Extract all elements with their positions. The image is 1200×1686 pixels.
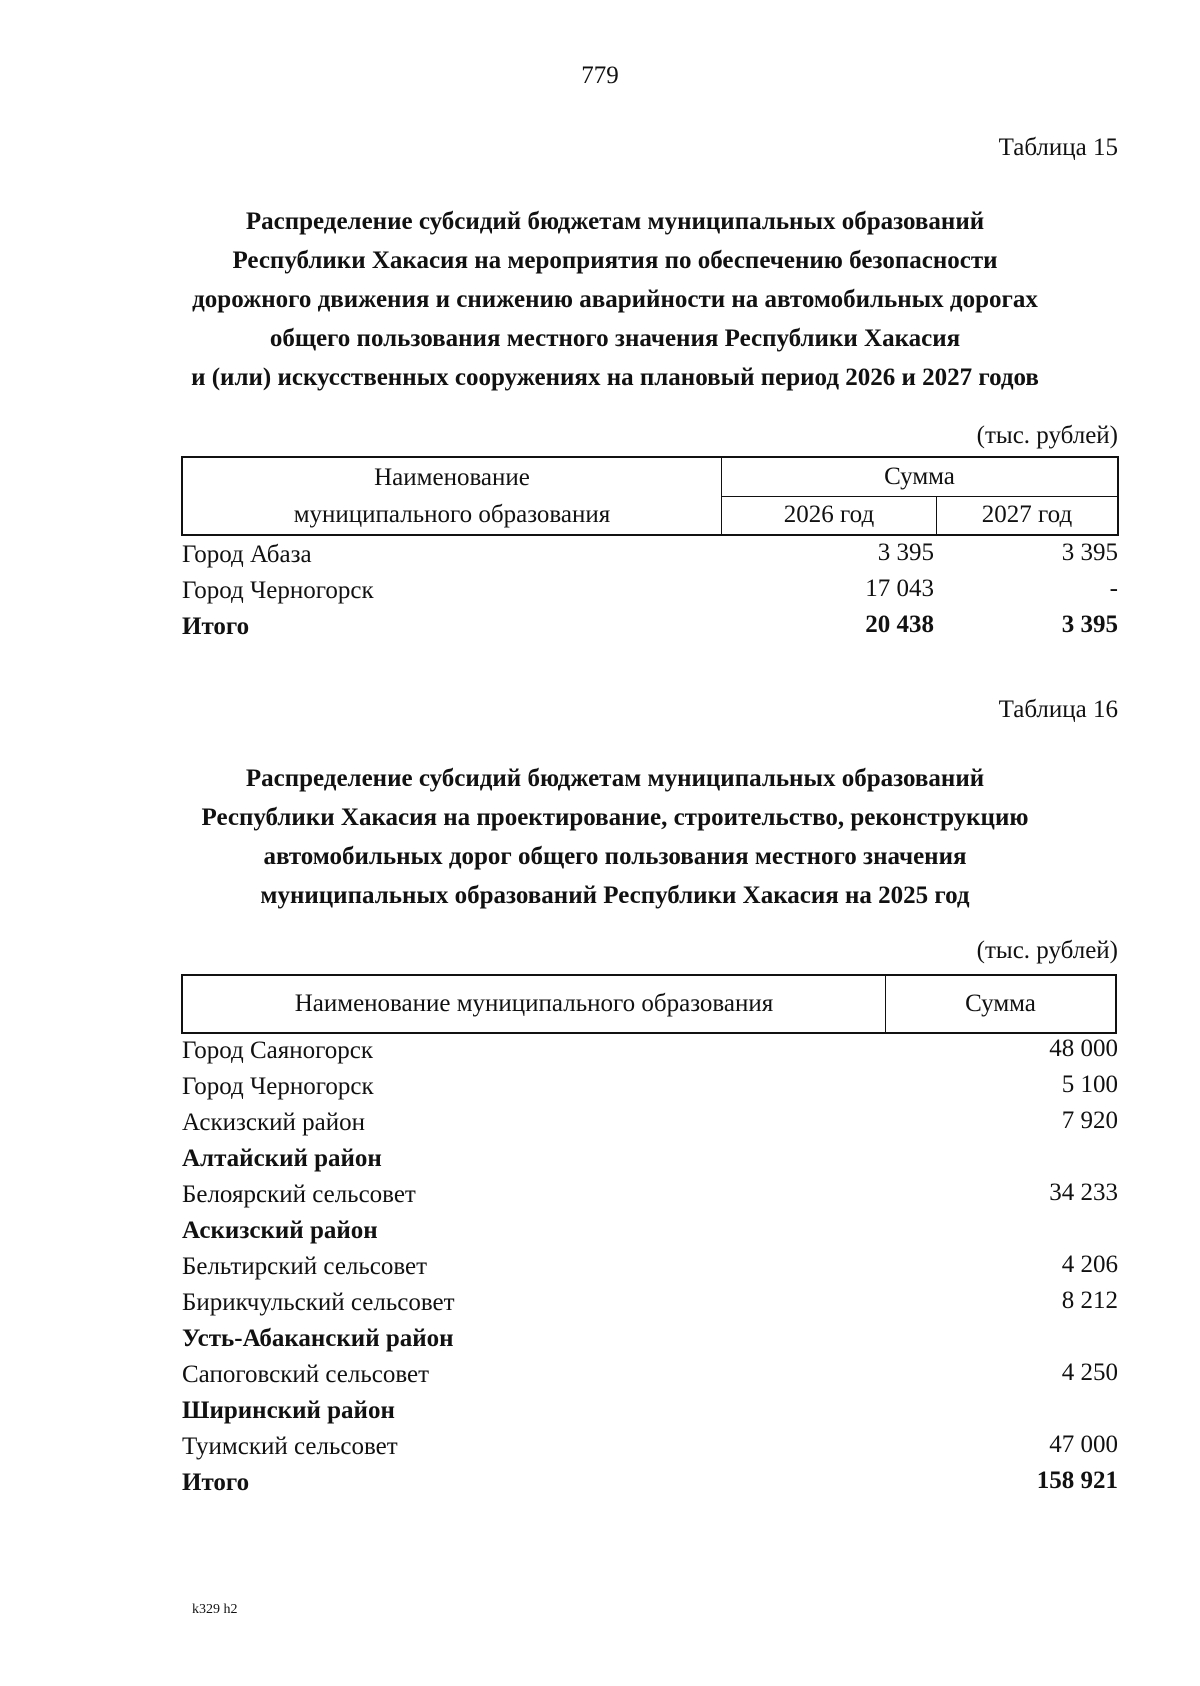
table-16-label: Таблица 16 (998, 696, 1118, 723)
row-name: Алтайский район (182, 1145, 382, 1172)
district-heading (182, 1397, 1118, 1433)
total-label: Итого (182, 613, 250, 640)
row-value: 7 920 (1061, 1107, 1118, 1134)
page-number: 779 (581, 62, 619, 89)
row-value: 48 000 (1049, 1035, 1118, 1062)
row-value: 5 100 (1061, 1071, 1118, 1098)
value-2026: 17 043 (865, 575, 934, 602)
row-name: Сапоговский сельсовет (182, 1361, 430, 1388)
title-line: Распределение субсидий бюджетам муниципальных образований (245, 765, 985, 792)
row-name: Город Черногорск (182, 577, 374, 604)
year-2027-header: 2027 год (937, 496, 1118, 535)
table-row (182, 1253, 1118, 1289)
district-heading (182, 1325, 1118, 1361)
table-16-header (182, 975, 1116, 1033)
sum-column-header: Сумма (722, 458, 1118, 497)
row-value: 4 250 (1061, 1359, 1118, 1386)
table-row (182, 1289, 1118, 1325)
table-16-unit: (тыс. рублей) (976, 937, 1118, 964)
row-name: Бирикчульский сельсовет (182, 1289, 455, 1316)
table-16-title (150, 759, 1080, 915)
total-2027: 3 395 (1061, 611, 1118, 638)
table-row (182, 1361, 1118, 1397)
title-line: автомобильных дорог общего пользования местного значения (263, 843, 967, 870)
table-15-unit: (тыс. рублей) (976, 422, 1118, 449)
table-15-label: Таблица 15 (998, 134, 1118, 161)
row-name: Город Черногорск (182, 1073, 374, 1100)
row-name: Аскизский район (182, 1109, 366, 1136)
value-2027: 3 395 (1061, 539, 1118, 566)
footer-code: k329 h2 (192, 1602, 238, 1617)
total-label: Итого (182, 1469, 250, 1496)
row-name: Усть-Абаканский район (182, 1325, 454, 1352)
row-name: Город Абаза (182, 541, 312, 568)
table-row (182, 541, 1118, 577)
row-name: Ширинский район (182, 1397, 395, 1424)
title-line: муниципальных образований Республики Хакасия на 2025 год (260, 882, 970, 909)
title-line: и (или) искусственных сооружениях на плановый период 2026 и 2027 годов (191, 364, 1039, 391)
table-15-header (182, 457, 1118, 535)
row-name: Туимский сельсовет (182, 1433, 398, 1460)
row-value: 8 212 (1061, 1287, 1118, 1314)
total-2026: 20 438 (865, 611, 934, 638)
year-2026-header: 2026 год (722, 496, 937, 535)
sum-column-header: Сумма (886, 976, 1116, 1033)
row-value: 47 000 (1049, 1431, 1118, 1458)
table-row (182, 577, 1118, 613)
row-value: 4 206 (1061, 1251, 1118, 1278)
district-heading (182, 1217, 1118, 1253)
table-row (182, 1433, 1118, 1469)
name-column-header: Наименование муниципального образования (183, 976, 886, 1033)
table-total-row (182, 613, 1118, 649)
total-value: 158 921 (1036, 1467, 1118, 1494)
title-line: общего пользования местного значения Республики Хакасия (269, 325, 961, 352)
row-name: Бельтирский сельсовет (182, 1253, 428, 1280)
table-row (182, 1181, 1118, 1217)
value-2027: - (1109, 575, 1118, 602)
title-line: Распределение субсидий бюджетам муниципальных образований (245, 208, 985, 235)
table-row (182, 1037, 1118, 1073)
row-value: 34 233 (1049, 1179, 1118, 1206)
title-line: Республики Хакасия на мероприятия по обеспечению безопасности (232, 247, 998, 274)
table-total-row (182, 1469, 1118, 1505)
title-line: Республики Хакасия на проектирование, строительство, реконструкцию (201, 804, 1029, 831)
row-name: Аскизский район (182, 1217, 378, 1244)
table-15-title (150, 202, 1080, 397)
table-row (182, 1073, 1118, 1109)
name-column-header: Наименование муниципального образования (183, 458, 722, 535)
row-name: Белоярский сельсовет (182, 1181, 416, 1208)
value-2026: 3 395 (877, 539, 934, 566)
table-row (182, 1109, 1118, 1145)
district-heading (182, 1145, 1118, 1181)
row-name: Город Саяногорск (182, 1037, 374, 1064)
title-line: дорожного движения и снижению аварийности на автомобильных дорогах (192, 286, 1038, 313)
